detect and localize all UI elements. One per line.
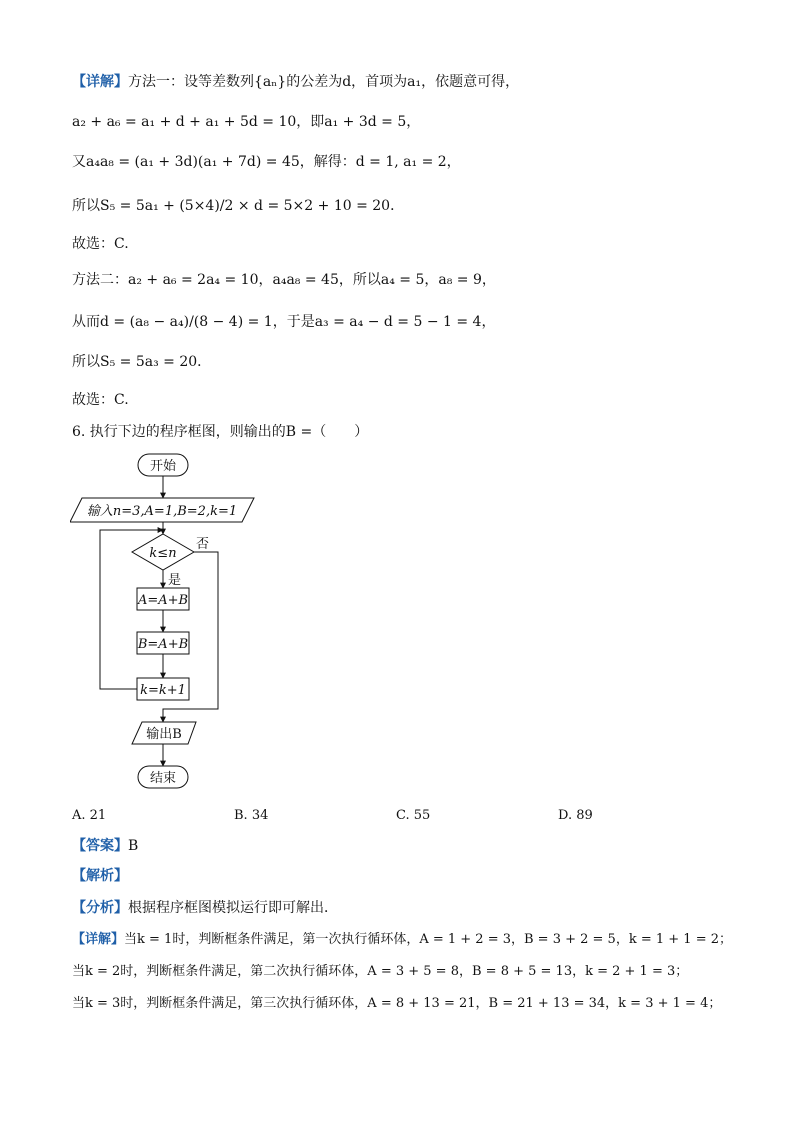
- detail2-line-1: [72, 930, 732, 950]
- choose-line-2: 故选：C.: [72, 392, 129, 408]
- flowchart-condition-label: k≤n: [149, 546, 177, 561]
- answer-tag: 【答案】: [72, 838, 128, 854]
- flowchart-step-k-label: k=k+1: [140, 683, 186, 698]
- detail2-line-3: 当k = 3时，判断框条件满足，第三次执行循环体，A = 8 + 13 = 21，B = 21 + 13 = 34，k = 3 + 1 = 4；: [72, 996, 722, 1011]
- equation-line-3: 所以S₅ = 5a₁ + (5×4)/2 × d = 5×2 + 10 = 20．: [72, 198, 405, 214]
- method1-intro: 方法一：设等差数列{aₙ}的公差为d，首项为a₁，依题意可得，: [128, 74, 520, 90]
- detail2-tag: 【详解】: [72, 932, 125, 947]
- question-6-stem: 6. 执行下边的程序框图，则输出的B =（ ）: [72, 424, 369, 440]
- method2-line-3: 所以S₅ = 5a₃ = 20．: [72, 354, 212, 370]
- flowchart-input-label: 输入n=3,A=1,B=2,k=1: [86, 504, 238, 519]
- option-b: B. 34: [234, 808, 269, 823]
- method2-line-2: 从而d = (a₈ − a₄)/(8 − 4) = 1，于是a₃ = a₄ − d = 5 − 1 = 4，: [72, 314, 496, 330]
- fenxi-tag: 【分析】: [72, 900, 128, 916]
- method2-line-1: 方法二：a₂ + a₆ = 2a₄ = 10，a₄a₈ = 45，所以a₄ = 5，a₈ = 9，: [72, 272, 496, 288]
- detail-line-method1: [72, 72, 519, 92]
- fenxi-text: 根据程序框图模拟运行即可解出．: [128, 900, 338, 916]
- flowchart-output-label: 输出B: [146, 727, 182, 742]
- flowchart-step-a-label: A=A+B: [137, 593, 189, 608]
- flowchart-no-label: 否: [196, 537, 210, 552]
- fenxi-line: [72, 898, 338, 918]
- flowchart-yes-label: 是: [168, 573, 182, 588]
- analysis-tag: 【解析】: [72, 868, 128, 884]
- analysis-line: [72, 866, 128, 886]
- detail2-line-2: 当k = 2时，判断框条件满足，第二次执行循环体，A = 3 + 5 = 8，B = 8 + 5 = 13，k = 2 + 1 = 3；: [72, 964, 689, 979]
- answer-value: B: [128, 838, 139, 854]
- flowchart-end-label: 结束: [149, 771, 177, 786]
- flowchart-start-label: 开始: [149, 459, 177, 474]
- equation-line-2: 又a₄a₈ = (a₁ + 3d)(a₁ + 7d) = 45，解得：d = 1, a₁ = 2，: [72, 154, 461, 170]
- flowchart: [70, 450, 270, 800]
- option-a: A. 21: [72, 808, 107, 823]
- detail-tag: 【详解】: [72, 74, 128, 90]
- option-d: D. 89: [558, 808, 593, 823]
- flowchart-step-b-label: B=A+B: [137, 637, 189, 652]
- answer-line: [72, 836, 138, 856]
- equation-line-1: a₂ + a₆ = a₁ + d + a₁ + 5d = 10，即a₁ + 3d = 5，: [72, 114, 421, 130]
- detail2-text-1: 当k = 1时，判断框条件满足，第一次执行循环体，A = 1 + 2 = 3，B = 3 + 2 = 5，k = 1 + 1 = 2；: [124, 932, 732, 947]
- option-c: C. 55: [396, 808, 431, 823]
- choose-line-1: 故选：C.: [72, 236, 129, 252]
